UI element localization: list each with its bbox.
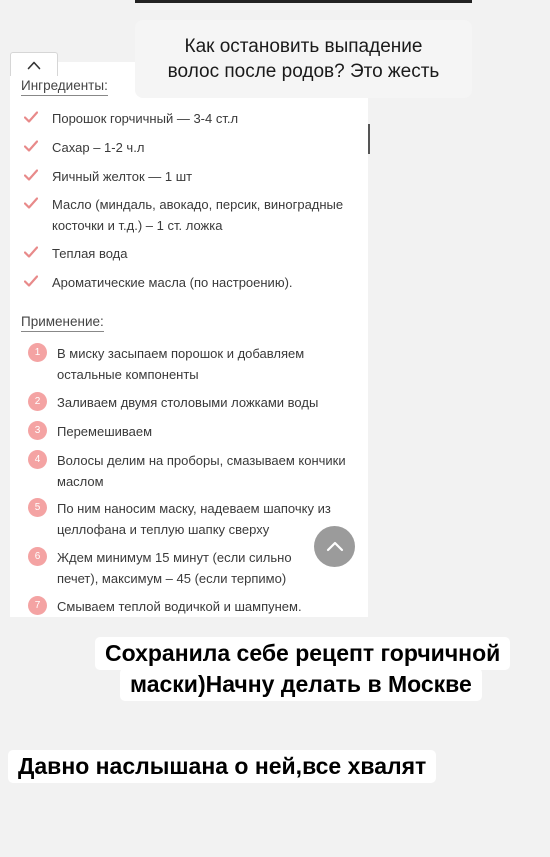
step-number-badge: 6 bbox=[28, 547, 47, 566]
step-number-badge: 1 bbox=[28, 343, 47, 362]
recipe-card: Ингредиенты: Порошок горчичный — 3-4 ст.л Сахар – 1-2 ч.л Яичный желток — 1 шт Масло (миндаль, авокадо, персик, виноградные косточки и т.д.) – 1 ст. ложка Теплая вода Ароматические масла (по настроению). Применение: 1 В миску засыпаем порошок и добавляем остальные компоненты 2 Заливаем двумя столовыми ложками воды 3 Перемешиваем 4 Волосы делим на проборы, смазываем кончики маслом 5 По ним наносим маску, надеваем шапочку из целлофана и теплую шапку сверху 6 Ждем минимум 15 минут (если сильно печет), максимум – 45 (если терпимо) 7 Смываем теплой водичкой и шампунем. bbox=[10, 62, 368, 617]
story-title-bubble bbox=[135, 20, 472, 98]
check-icon bbox=[24, 197, 38, 209]
check-icon bbox=[24, 246, 38, 258]
method-title: Применение: bbox=[21, 314, 104, 332]
story-caption-line-2: маски)Начну делать в Москве bbox=[120, 668, 482, 701]
chevron-up-icon bbox=[27, 60, 41, 70]
chevron-up-icon bbox=[326, 541, 344, 552]
story-title-line-1: Как остановить выпадение bbox=[184, 36, 423, 57]
scrollbar-thumb[interactable] bbox=[368, 124, 370, 154]
story-caption-line-3: Давно наслышана о ней,все хвалят bbox=[8, 750, 436, 783]
scroll-to-top-button[interactable] bbox=[314, 526, 355, 567]
step-number-badge: 2 bbox=[28, 392, 47, 411]
step-number-badge: 7 bbox=[28, 596, 47, 615]
step-number-badge: 3 bbox=[28, 421, 47, 440]
check-icon bbox=[24, 140, 38, 152]
check-icon bbox=[24, 111, 38, 123]
story-progress-bar bbox=[135, 0, 472, 3]
story-title-line-2: волос после родов? Это жесть bbox=[167, 61, 440, 82]
step-number-badge: 5 bbox=[28, 498, 47, 517]
story-caption-line-1: Сохранила себе рецепт горчичной bbox=[95, 637, 510, 670]
check-icon bbox=[24, 275, 38, 287]
step-number-badge: 4 bbox=[28, 450, 47, 469]
collapse-button[interactable] bbox=[10, 52, 58, 76]
check-icon bbox=[24, 169, 38, 181]
ingredients-title: Ингредиенты: bbox=[21, 78, 108, 96]
